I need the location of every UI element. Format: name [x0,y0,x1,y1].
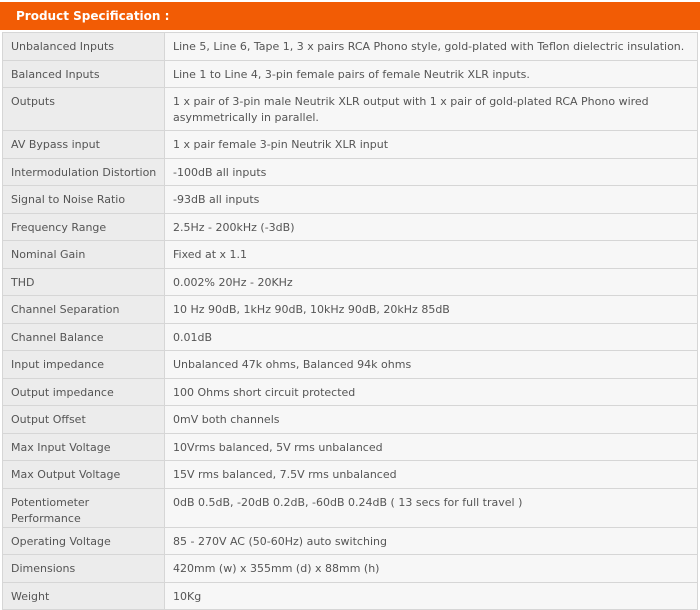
spec-label: Channel Separation [3,296,165,324]
spec-label: Input impedance [3,351,165,379]
table-row [3,378,698,406]
table-row [3,241,698,269]
table-row [3,60,698,88]
spec-value: -100dB all inputs [165,158,698,186]
spec-label: AV Bypass input [3,131,165,159]
spec-label: Output impedance [3,378,165,406]
spec-value: 10Vrms balanced, 5V rms unbalanced [165,433,698,461]
spec-label: Output Offset [3,406,165,434]
spec-value: 0mV both channels [165,406,698,434]
spec-label: Operating Voltage [3,527,165,555]
spec-value: 10 Hz 90dB, 1kHz 90dB, 10kHz 90dB, 20kHz 85dB [165,296,698,324]
table-row [3,131,698,159]
spec-value: Fixed at x 1.1 [165,241,698,269]
spec-label: Nominal Gain [3,241,165,269]
spec-value: 0.002% 20Hz - 20KHz [165,268,698,296]
spec-label: Outputs [3,88,165,131]
table-row [3,213,698,241]
spec-value: -93dB all inputs [165,186,698,214]
table-row [3,351,698,379]
table-row [3,582,698,610]
spec-label: Unbalanced Inputs [3,33,165,61]
spec-value: 85 - 270V AC (50-60Hz) auto switching [165,527,698,555]
spec-value: 2.5Hz - 200kHz (-3dB) [165,213,698,241]
spec-label: Intermodulation Distortion [3,158,165,186]
table-row [3,296,698,324]
spec-table [2,32,698,610]
spec-label: Channel Balance [3,323,165,351]
table-row [3,488,698,527]
spec-value: 1 x pair of 3-pin male Neutrik XLR output with 1 x pair of gold-plated RCA Phono wired asymmetrically in parallel. [165,88,698,131]
spec-label: Potentiometer Performance [3,488,165,527]
spec-header: Product Specification : [0,2,700,30]
table-row [3,88,698,131]
spec-value: 100 Ohms short circuit protected [165,378,698,406]
spec-label: Frequency Range [3,213,165,241]
spec-value: 15V rms balanced, 7.5V rms unbalanced [165,461,698,489]
spec-label: Signal to Noise Ratio [3,186,165,214]
table-row [3,555,698,583]
spec-value: 0dB 0.5dB, -20dB 0.2dB, -60dB 0.24dB ( 13 secs for full travel ) [165,488,698,527]
spec-value: 1 x pair female 3-pin Neutrik XLR input [165,131,698,159]
table-row [3,268,698,296]
spec-label: Dimensions [3,555,165,583]
table-row [3,186,698,214]
table-row [3,406,698,434]
table-row [3,33,698,61]
spec-value: Line 1 to Line 4, 3-pin female pairs of female Neutrik XLR inputs. [165,60,698,88]
spec-label: THD [3,268,165,296]
spec-value: Unbalanced 47k ohms, Balanced 94k ohms [165,351,698,379]
spec-value: Line 5, Line 6, Tape 1, 3 x pairs RCA Phono style, gold-plated with Teflon dielectric insulation. [165,33,698,61]
spec-label: Max Input Voltage [3,433,165,461]
spec-label: Balanced Inputs [3,60,165,88]
spec-label: Weight [3,582,165,610]
spec-value: 10Kg [165,582,698,610]
table-row [3,527,698,555]
table-row [3,158,698,186]
table-row [3,461,698,489]
table-row [3,433,698,461]
spec-value: 420mm (w) x 355mm (d) x 88mm (h) [165,555,698,583]
table-row [3,323,698,351]
spec-value: 0.01dB [165,323,698,351]
spec-label: Max Output Voltage [3,461,165,489]
